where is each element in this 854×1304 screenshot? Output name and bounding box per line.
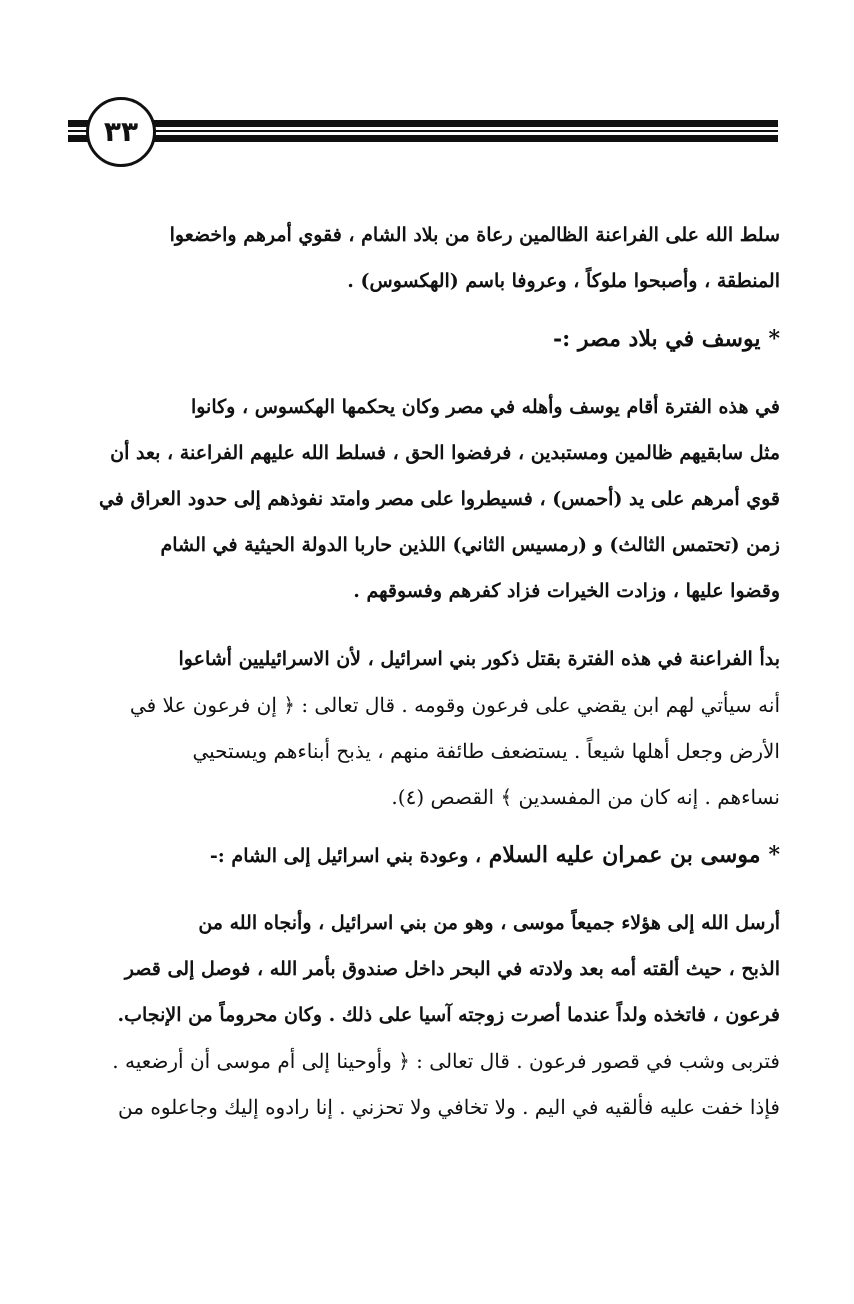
text-line: قوي أمرهم على يد (أحمس) ، فسيطروا على مصر وامتد نفوذهم إلى حدود العراق في — [98, 488, 780, 510]
quran-verse-line: نساءهم . إنه كان من المفسدين ﴾ القصص (٤). — [391, 785, 780, 809]
header-rule-middle — [68, 130, 778, 132]
paragraph-1 — [70, 212, 780, 304]
section-heading-musa — [70, 832, 780, 878]
header-rule-top — [68, 120, 778, 127]
text-line: أنه سيأتي لهم ابن يقضي على فرعون وقومه . قال تعالى : ﴿ إن فرعون علا في — [129, 693, 780, 717]
paragraph-3 — [70, 636, 780, 820]
heading-tail: ، وعودة بني اسرائيل إلى الشام :- — [209, 845, 482, 867]
section-heading-yusuf — [70, 316, 780, 362]
heading-star: * — [768, 842, 780, 868]
heading-text: يوسف في بلاد مصر :- — [552, 326, 761, 352]
page-header — [0, 0, 854, 200]
page-number-badge — [86, 97, 156, 167]
text-line: أرسل الله إلى هؤلاء جميعاً موسى ، وهو من بني اسرائيل ، وأنجاه الله من — [198, 912, 780, 934]
text-line: فتربى وشب في قصور فرعون . قال تعالى : ﴿ وأوحينا إلى أم موسى أن أرضعيه . — [112, 1049, 780, 1073]
paragraph-2 — [70, 384, 780, 614]
header-rule-bottom — [68, 135, 778, 142]
text-line: وقضوا عليها ، وزادت الخيرات فزاد كفرهم وفسوقهم . — [353, 580, 780, 602]
text-line: المنطقة ، وأصبحوا ملوكاً ، وعروفا باسم (الهكسوس) . — [347, 270, 780, 292]
text-line: فرعون ، فاتخذه ولداً عندما أصرت زوجته آسيا على ذلك . وكان محروماً من الإنجاب. — [117, 1004, 780, 1026]
text-line: في هذه الفترة أقام يوسف وأهله في مصر وكان يحكمها الهكسوس ، وكانوا — [190, 396, 780, 418]
quran-verse-line: فإذا خفت عليه فألقيه في اليم . ولا تخافي ولا تحزني . إنا رادوه إليك وجاعلوه من — [118, 1095, 780, 1119]
heading-star: * — [768, 326, 780, 352]
page-body — [70, 212, 780, 1130]
text-line: سلط الله على الفراعنة الظالمين رعاة من بلاد الشام ، فقوي أمرهم واخضعوا — [169, 224, 780, 246]
paragraph-4 — [70, 900, 780, 1130]
page-number: ٣٣ — [103, 115, 139, 148]
text-line: زمن (تحتمس الثالث) و (رمسيس الثاني) اللذين حاربا الدولة الحيثية في الشام — [160, 534, 780, 556]
quran-verse-line: الأرض وجعل أهلها شيعاً . يستضعف طائفة منهم ، يذبح أبناءهم ويستحيي — [192, 739, 780, 763]
text-line: مثل سابقيهم ظالمين ومستبدين ، فرفضوا الحق ، فسلط الله عليهم الفراعنة ، بعد أن — [110, 442, 780, 464]
heading-text: موسى بن عمران عليه السلام — [488, 842, 761, 868]
text-line: الذبح ، حيث ألقته أمه بعد ولادته في البحر داخل صندوق بأمر الله ، فوصل إلى قصر — [124, 958, 780, 980]
text-line: بدأ الفراعنة في هذه الفترة بقتل ذكور بني اسرائيل ، لأن الاسرائيليين أشاعوا — [178, 648, 780, 670]
